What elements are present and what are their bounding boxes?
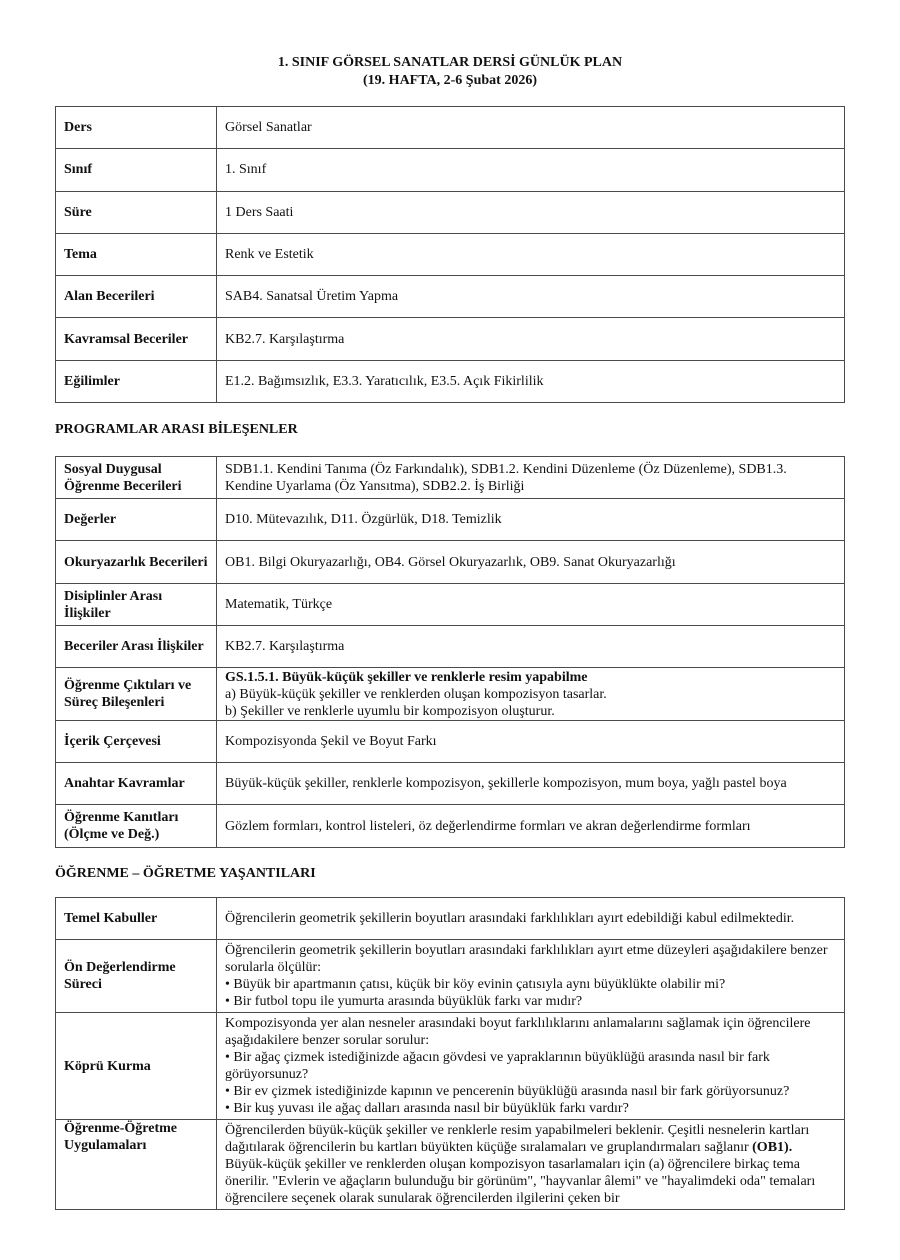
row-value-anahtar-kavramlar: Büyük-küçük şekiller, renklerle kompozisyon, şekillerle kompozisyon, mum boya, yağlı pastel boya bbox=[217, 763, 845, 805]
row-value-beceriler-arasi: KB2.7. Karşılaştırma bbox=[217, 626, 845, 668]
bridging-bullet: • Bir ev çizmek istediğinizde kapının ve pencerenin büyüklüğü arasında nasıl bir fark görüyorsunuz? bbox=[225, 1084, 790, 1099]
general-info-table bbox=[55, 106, 845, 403]
table-row bbox=[56, 668, 845, 721]
row-label-sinif: Sınıf bbox=[56, 149, 217, 191]
row-value-kopru-kurma bbox=[217, 1013, 845, 1120]
table-row bbox=[56, 107, 845, 149]
pre-assessment-bullet: • Büyük bir apartmanın çatısı, küçük bir köy evinin çatısıyla aynı büyüklükte olabilir mi? bbox=[225, 977, 726, 992]
row-value-disiplinler-arasi: Matematik, Türkçe bbox=[217, 584, 845, 626]
row-label-icerik-cercevesi: İçerik Çerçevesi bbox=[56, 721, 217, 763]
table-row bbox=[56, 1013, 845, 1120]
row-value-ogrenme-kanitlari: Gözlem formları, kontrol listeleri, öz değerlendirme formları ve akran değerlendirme formları bbox=[217, 805, 845, 848]
practices-text-2: Büyük-küçük şekiller ve renklerden oluşan kompozisyon tasarlamaları için (a) öğrencilere birkaç tema önerilir. "Evlerin ve ağaçların bulunduğu bir görünüm", "hayvanlar âlemi" ve "hayalimdeki oda" temaları öğrencilere seçenek olarak sunularak öğrencilerden ilgilerini çeken bir bbox=[225, 1157, 816, 1206]
table-row bbox=[56, 626, 845, 668]
row-label-beceriler-arasi: Beceriler Arası İlişkiler bbox=[56, 626, 217, 668]
row-label-tema: Tema bbox=[56, 233, 217, 275]
table-row bbox=[56, 191, 845, 233]
table-row bbox=[56, 233, 845, 275]
practices-text-1: Öğrencilerden büyük-küçük şekiller ve renklerle resim yapabilmeleri beklenir. Çeşitli nesnelerin kartları dağıtılarak öğrencilerin bu kartları büyükten küçüğe sıralamaları ve gruplandırmaları sağlanır bbox=[225, 1123, 810, 1155]
row-label-sure: Süre bbox=[56, 191, 217, 233]
bridging-intro: Kompozisyonda yer alan nesneler arasındaki boyut farklılıklarını anlamalarını sağlamak için öğrencilere aşağıdakilere benzer sorular sorulur: bbox=[225, 1016, 811, 1048]
outcome-item-b: b) Şekiller ve renklerle uyumlu bir kompozisyon oluşturur. bbox=[225, 703, 555, 719]
row-value-uygulamalar bbox=[217, 1120, 845, 1210]
row-label-sosyal-duygusal: Sosyal Duygusal Öğrenme Becerileri bbox=[56, 457, 217, 499]
row-label-alan-becerileri: Alan Becerileri bbox=[56, 276, 217, 318]
table-row bbox=[56, 149, 845, 191]
experiences-table bbox=[55, 897, 845, 1210]
pre-assessment-bullet: • Bir futbol topu ile yumurta arasında büyüklük farkı var mıdır? bbox=[225, 994, 583, 1009]
row-value-sosyal-duygusal: SDB1.1. Kendini Tanıma (Öz Farkındalık), SDB1.2. Kendini Düzenleme (Öz Düzenleme), SDB1.3. Kendine Uyarlama (Öz Yansıtma), SDB2.2. İş Birliği bbox=[217, 457, 845, 499]
row-label-ogrenme-kanitlari: Öğrenme Kanıtları (Ölçme ve Değ.) bbox=[56, 805, 217, 848]
row-value-sure: 1 Ders Saati bbox=[217, 191, 845, 233]
outcome-item-a: a) Büyük-küçük şekiller ve renklerden oluşan kompozisyon tasarlar. bbox=[225, 686, 607, 702]
table-row bbox=[56, 499, 845, 541]
bridging-bullet: • Bir ağaç çizmek istediğinizde ağacın gövdesi ve yapraklarının büyüklüğü arasında nasıl bir fark görüyorsunuz? bbox=[225, 1050, 770, 1082]
row-value-temel-kabuller: Öğrencilerin geometrik şekillerin boyutları arasındaki farklılıkları ayırt edebildiği kabul edilmektedir. bbox=[217, 898, 845, 940]
row-value-on-degerlendirme bbox=[217, 940, 845, 1013]
table-row bbox=[56, 360, 845, 402]
practices-text-bold: (OB1). bbox=[752, 1140, 793, 1155]
row-label-egilimler: Eğilimler bbox=[56, 360, 217, 402]
row-value-kavramsal-beceriler: KB2.7. Karşılaştırma bbox=[217, 318, 845, 360]
row-label-kavramsal-beceriler: Kavramsal Beceriler bbox=[56, 318, 217, 360]
row-value-alan-becerileri: SAB4. Sanatsal Üretim Yapma bbox=[217, 276, 845, 318]
row-value-sinif: 1. Sınıf bbox=[217, 149, 845, 191]
row-value-degerler: D10. Mütevazılık, D11. Özgürlük, D18. Temizlik bbox=[217, 499, 845, 541]
table-row bbox=[56, 763, 845, 805]
document-title bbox=[0, 54, 900, 90]
table-row bbox=[56, 1120, 845, 1210]
table-row bbox=[56, 805, 845, 848]
row-label-kopru-kurma: Köprü Kurma bbox=[56, 1013, 217, 1120]
table-row bbox=[56, 457, 845, 499]
title-line-1: 1. SINIF GÖRSEL SANATLAR DERSİ GÜNLÜK PLAN bbox=[277, 55, 623, 70]
programs-table bbox=[55, 456, 845, 848]
row-label-ders: Ders bbox=[56, 107, 217, 149]
row-label-degerler: Değerler bbox=[56, 499, 217, 541]
row-value-egilimler: E1.2. Bağımsızlık, E3.3. Yaratıcılık, E3.5. Açık Fikirlilik bbox=[217, 360, 845, 402]
table-row bbox=[56, 276, 845, 318]
table-row bbox=[56, 940, 845, 1013]
row-value-okuryazarlik: OB1. Bilgi Okuryazarlığı, OB4. Görsel Okuryazarlık, OB9. Sanat Okuryazarlığı bbox=[217, 541, 845, 584]
table-row bbox=[56, 541, 845, 584]
table-row bbox=[56, 898, 845, 940]
row-value-icerik-cercevesi: Kompozisyonda Şekil ve Boyut Farkı bbox=[217, 721, 845, 763]
title-line-2: (19. HAFTA, 2-6 Şubat 2026) bbox=[363, 73, 537, 88]
row-value-ders: Görsel Sanatlar bbox=[217, 107, 845, 149]
row-label-temel-kabuller: Temel Kabuller bbox=[56, 898, 217, 940]
row-label-on-degerlendirme: Ön Değerlendirme Süreci bbox=[56, 940, 217, 1013]
pre-assessment-intro: Öğrencilerin geometrik şekillerin boyutları arasındaki farklılıkları ayırt etme düzeyleri aşağıdakilere benzer sorularla ölçülür: bbox=[225, 943, 828, 975]
table-row bbox=[56, 721, 845, 763]
table-row bbox=[56, 584, 845, 626]
row-label-okuryazarlik: Okuryazarlık Becerileri bbox=[56, 541, 217, 584]
row-label-uygulamalar: Öğrenme-Öğretme Uygulamaları bbox=[56, 1120, 217, 1210]
row-label-ogrenme-ciktilari: Öğrenme Çıktıları ve Süreç Bileşenleri bbox=[56, 668, 217, 721]
bridging-bullet: • Bir kuş yuvası ile ağaç dalları arasında nasıl bir büyüklük farkı vardır? bbox=[225, 1101, 629, 1116]
section-heading-experiences: ÖĞRENME – ÖĞRETME YAŞANTILARI bbox=[55, 866, 316, 881]
row-value-ogrenme-ciktilari bbox=[217, 668, 845, 721]
section-heading-programs: PROGRAMLAR ARASI BİLEŞENLER bbox=[55, 422, 298, 437]
row-label-anahtar-kavramlar: Anahtar Kavramlar bbox=[56, 763, 217, 805]
table-row bbox=[56, 318, 845, 360]
row-value-tema: Renk ve Estetik bbox=[217, 233, 845, 275]
outcome-heading: GS.1.5.1. Büyük-küçük şekiller ve renklerle resim yapabilme bbox=[225, 669, 588, 685]
row-label-disiplinler-arasi: Disiplinler Arası İlişkiler bbox=[56, 584, 217, 626]
